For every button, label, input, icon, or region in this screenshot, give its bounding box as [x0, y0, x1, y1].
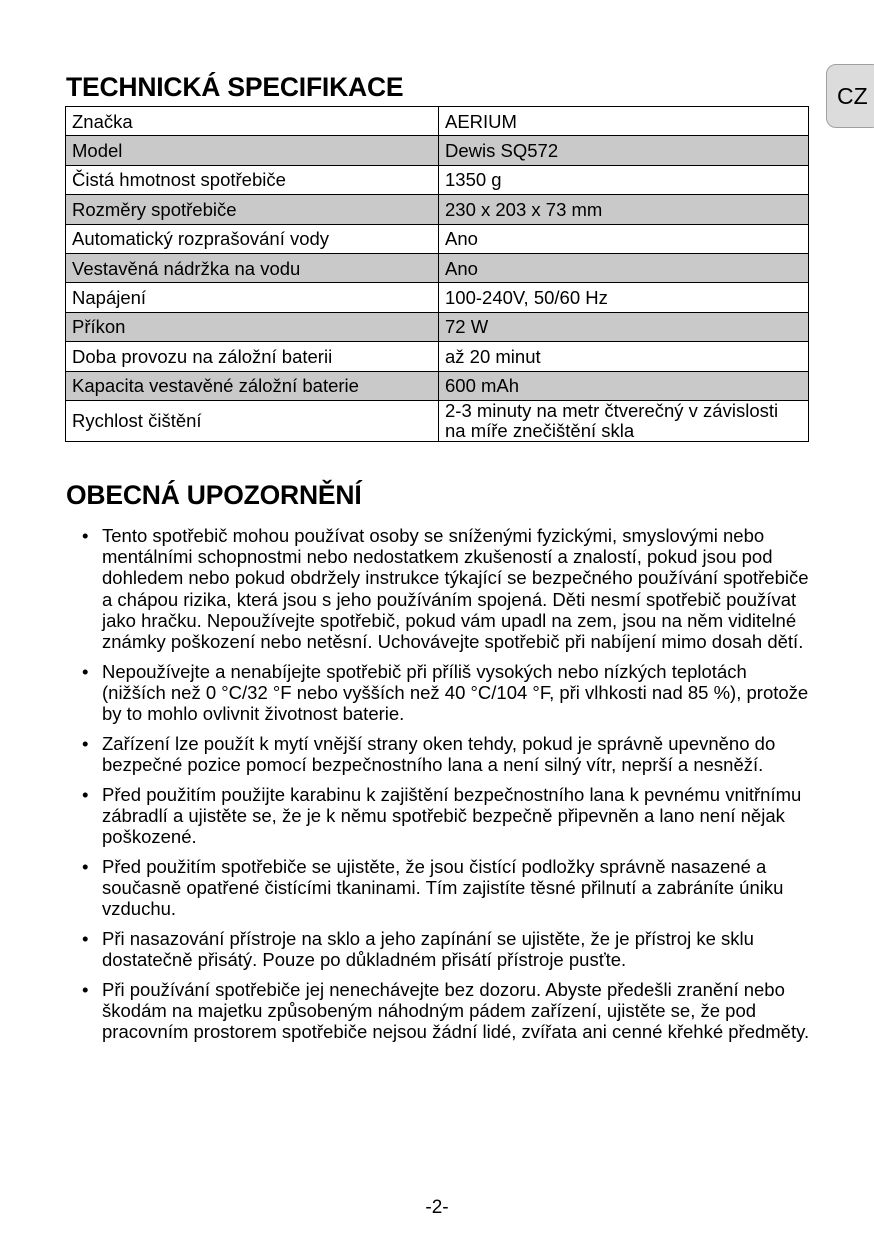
warnings-list — [80, 525, 815, 1051]
bullet-icon: • — [82, 978, 89, 1000]
spec-label: Značka — [66, 107, 439, 136]
table-row — [66, 195, 809, 224]
spec-value: Ano — [439, 224, 809, 253]
spec-value: 1350 g — [439, 165, 809, 194]
spec-value: 72 W — [439, 312, 809, 341]
spec-label: Automatický rozprašování vody — [66, 224, 439, 253]
table-row — [66, 371, 809, 400]
spec-label: Čistá hmotnost spotřebiče — [66, 165, 439, 194]
warning-text: Před použitím použijte karabinu k zajištění bezpečnostního lana k pevnému vnitřnímu zábradlí a ujistěte se, že je k němu spotřebič bezpečně připevněn a lano není nějak poškozené. — [102, 783, 802, 848]
spec-value: Ano — [439, 253, 809, 282]
spec-value: AERIUM — [439, 107, 809, 136]
spec-value: 100-240V, 50/60 Hz — [439, 283, 809, 312]
list-item — [80, 784, 815, 848]
table-row — [66, 224, 809, 253]
bullet-icon: • — [82, 927, 89, 949]
warning-text: Nepoužívejte a nenabíjejte spotřebič při příliš vysokých nebo nízkých teplotách (nižších než 0 °C/32 °F nebo vyšších než 40 °C/104 °F, při vlhkosti nad 85 %), protože by to mohlo ovlivnit životnost baterie. — [102, 660, 809, 725]
list-item — [80, 979, 815, 1043]
list-item — [80, 856, 815, 920]
bullet-icon: • — [82, 660, 89, 682]
warning-text: Tento spotřebič mohou používat osoby se sníženými fyzickými, smyslovými nebo mentálními schopnostmi nebo nedostatkem zkušeností a znalostí, pokud jsou pod dohledem nebo pokud obdržely instrukce týkající se bezpečného používání spotřebiče a chápou rizika, která jsou s jeho používáním spojená. Děti nesmí spotřebič používat jako hračku. Nepoužívejte spotřebič, pokud vám upadl na zem, jsou na něm viditelné známky poškození nebo netěsní. Uchovávejte spotřebič při nabíjení mimo dosah dětí. — [102, 525, 809, 653]
language-tab — [826, 64, 874, 128]
spec-value: 230 x 203 x 73 mm — [439, 195, 809, 224]
spec-label: Model — [66, 136, 439, 165]
general-warnings-heading: OBECNÁ UPOZORNĚNÍ — [66, 480, 362, 510]
spec-label: Příkon — [66, 312, 439, 341]
table-row — [66, 107, 809, 136]
spec-label: Doba provozu na záložní baterii — [66, 342, 439, 371]
table-row — [66, 165, 809, 194]
spec-value: Dewis SQ572 — [439, 136, 809, 165]
spec-label: Rychlost čištění — [66, 400, 439, 441]
warning-text: Při používání spotřebiče jej nenechávejte bez dozoru. Abyste předešli zranění nebo škodám na majetku způsobeným náhodným pádem zařízení, ujistěte se, že pod pracovním prostorem spotřebiče nejsou žádní lidé, zvířata ani cenné křehké předměty. — [102, 978, 810, 1043]
warning-text: Zařízení lze použít k mytí vnější strany oken tehdy, pokud je správně upevněno do bezpečné pozice pomocí bezpečnostního lana a není silný vítr, neprší a nesněží. — [102, 732, 776, 776]
spec-label: Rozměry spotřebiče — [66, 195, 439, 224]
language-label: CZ — [837, 82, 868, 109]
technical-specification-heading: TECHNICKÁ SPECIFIKACE — [66, 72, 404, 102]
list-item — [80, 733, 815, 775]
spec-value: 600 mAh — [439, 371, 809, 400]
list-item — [80, 525, 815, 652]
spec-value: 2-3 minuty na metr čtverečný v závislosti na míře znečištění skla — [439, 400, 809, 441]
spec-value: až 20 minut — [439, 342, 809, 371]
bullet-icon: • — [82, 855, 89, 877]
list-item — [80, 661, 815, 725]
spec-label: Vestavěná nádržka na vodu — [66, 253, 439, 282]
table-row — [66, 342, 809, 371]
spec-label: Napájení — [66, 283, 439, 312]
spec-label: Kapacita vestavěné záložní baterie — [66, 371, 439, 400]
table-row — [66, 400, 809, 441]
table-row — [66, 312, 809, 341]
page-number: -2- — [425, 1197, 449, 1218]
list-item — [80, 928, 815, 970]
table-row — [66, 283, 809, 312]
warning-text: Před použitím spotřebiče se ujistěte, že jsou čistící podložky správně nasazené a současně opatřené čistícími tkaninami. Tím zajistíte těsné přilnutí a zabráníte úniku vzduchu. — [102, 855, 784, 920]
bullet-icon: • — [82, 525, 89, 546]
table-row — [66, 136, 809, 165]
bullet-icon: • — [82, 732, 89, 754]
table-row — [66, 253, 809, 282]
warning-text: Při nasazování přístroje na sklo a jeho zapínání se ujistěte, že je přístroj ke sklu dostatečně přisátý. Pouze po důkladném přisátí přístroje pusťte. — [102, 927, 754, 971]
bullet-icon: • — [82, 783, 89, 805]
specification-table — [65, 106, 809, 442]
